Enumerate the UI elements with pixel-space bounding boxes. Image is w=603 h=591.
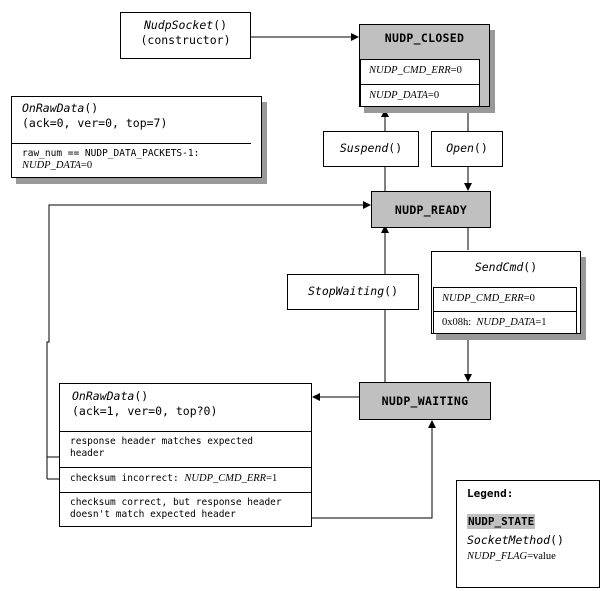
rawdata-ack0-params: (ack=0, ver=0, top=7) [22, 116, 168, 130]
constructor-method: NudpSocket [143, 18, 214, 32]
closed-flags-table [360, 59, 480, 107]
suspend-method-box: Suspend() [323, 131, 419, 167]
arrow-rawdata-to-waiting [312, 421, 432, 518]
rawdata-ack1-row3: checksum correct, but response header doesn't match expected header [70, 497, 282, 520]
constructor-box: NudpSocket() (constructor) [120, 12, 251, 59]
legend-box: Legend: NUDP_STATE SocketMethod() NUDP_FLAG=value [456, 480, 600, 588]
rawdata-ack1-row2: checksum incorrect: NUDP_CMD_ERR=1 [70, 473, 278, 484]
rawdata-ack0-condition: raw_num == NUDP_DATA_PACKETS-1: [22, 148, 200, 159]
state-ready: NUDP_READY [371, 191, 491, 228]
stopwaiting-method-box: StopWaiting() [287, 274, 419, 310]
state-waiting: NUDP_WAITING [359, 382, 491, 420]
legend-title: Legend: [467, 487, 514, 500]
sendcmd-flag-row: 0x08h: NUDP_DATA=1 [434, 311, 576, 335]
sendcmd-flags-table [433, 287, 577, 334]
open-method-box: Open() [431, 131, 503, 167]
rawdata-ack0-box: OnRawData() (ack=0, ver=0, top=7) raw_num == NUDP_DATA_PACKETS-1: NUDP_DATA=0 [11, 96, 262, 178]
rawdata-ack1-box: OnRawData() (ack=1, ver=0, top?0) response header matches expected header checksum incorrect: NUDP_CMD_ERR=1 checksum correct, but response header doesn't match expected header [59, 383, 312, 527]
closed-flag-row: NUDP_CMD_ERR=0 [369, 65, 462, 76]
state-closed-label: NUDP_CLOSED [384, 31, 465, 45]
legend-method-sample: SocketMethod [467, 533, 551, 547]
constructor-note: (constructor) [140, 33, 231, 47]
legend-state-sample: NUDP_STATE [468, 515, 535, 528]
legend-flag-sample: NUDP_FLAG=value [467, 551, 556, 562]
rawdata-ack1-row1: response header matches expected header [70, 436, 254, 459]
closed-flag-row: NUDP_DATA=0 [361, 84, 479, 108]
rawdata-ack1-params: (ack=1, ver=0, top?0) [72, 404, 218, 418]
sendcmd-box: SendCmd() NUDP_CMD_ERR=0 0x08h: NUDP_DATA=1 [431, 251, 581, 334]
sendcmd-flag-row: NUDP_CMD_ERR=0 [442, 293, 535, 304]
